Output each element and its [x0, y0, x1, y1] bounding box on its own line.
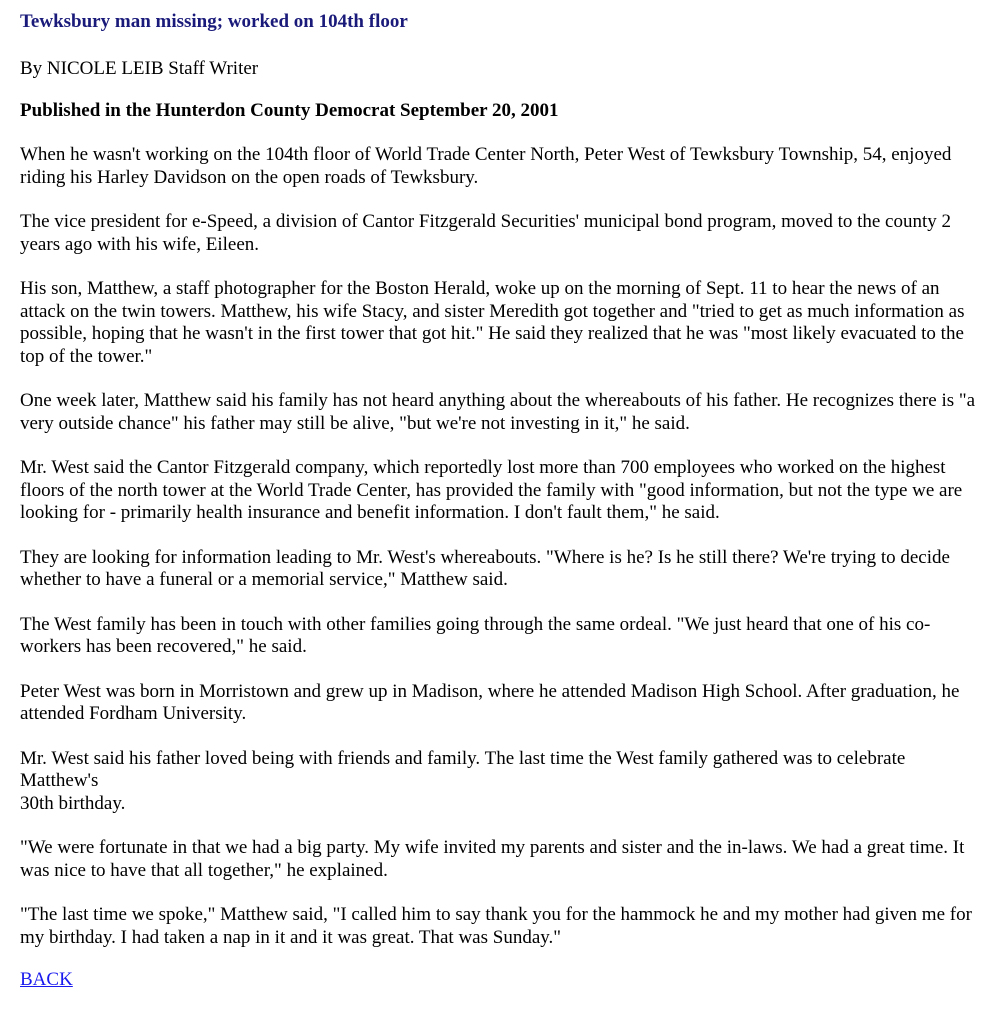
article-paragraph: They are looking for information leading to Mr. West's whereabouts. "Where is he? Is he still there? We're trying to decide whether to have a funeral or a memorial service," Matthew said.: [20, 546, 950, 590]
article-paragraph: Mr. West said the Cantor Fitzgerald company, which reportedly lost more than 700 employees who worked on the highest floors of the north tower at the World Trade Center, has provided the family with "good information, but not the type we are looking for - primarily health insurance and benefit information. I don't fault them," he said.: [20, 457, 963, 523]
article-paragraph: When he wasn't working on the 104th floor of World Trade Center North, Peter West of Tewksbury Township, 54, enjoyed riding his Harley Davidson on the open roads of Tewksbury.: [20, 144, 952, 188]
article-headline: Tewksbury man missing; worked on 104th floor: [20, 11, 408, 32]
article-paragraph: "The last time we spoke," Matthew said, "I called him to say thank you for the hammock he and my mother had given me for my birthday. I had taken a nap in it and it was great. That was Sunday.": [20, 904, 972, 948]
article-paragraph: The West family has been in touch with other families going through the same ordeal. "We just heard that one of his co-workers has been recovered," he said.: [20, 613, 931, 657]
article-paragraph: The vice president for e-Speed, a division of Cantor Fitzgerald Securities' municipal bond program, moved to the county 2 years ago with his wife, Eileen.: [20, 211, 952, 255]
article-paragraph: "We were fortunate in that we had a big party. My wife invited my parents and sister and the in-laws. We had a great time. It was nice to have that all together," he explained.: [20, 837, 965, 881]
article-byline: By NICOLE LEIB Staff Writer: [20, 58, 259, 79]
back-link[interactable]: BACK: [20, 969, 73, 990]
article-paragraph: Peter West was born in Morristown and grew up in Madison, where he attended Madison High School. After graduation, he attended Fordham University.: [20, 680, 960, 724]
article-paragraph: Mr. West said his father loved being with friends and family. The last time the West family gathered was to celebrate Matthew's 30th birthday.: [20, 747, 906, 814]
article-paragraph: One week later, Matthew said his family has not heard anything about the whereabouts of his father. He recognizes there is "a very outside chance" his father may still be alive, "but we're not investing in it," he said.: [20, 390, 976, 434]
publication-line: Published in the Hunterdon County Democrat September 20, 2001: [20, 100, 559, 121]
article-paragraph: His son, Matthew, a staff photographer for the Boston Herald, woke up on the morning of Sept. 11 to hear the news of an attack on the twin towers. Matthew, his wife Stacy, and sister Meredith got together and "tried to get as much information as possible, hoping that he wasn't in the first tower that got hit." He said they realized that he was "most likely evacuated to the top of the tower.": [20, 278, 965, 367]
